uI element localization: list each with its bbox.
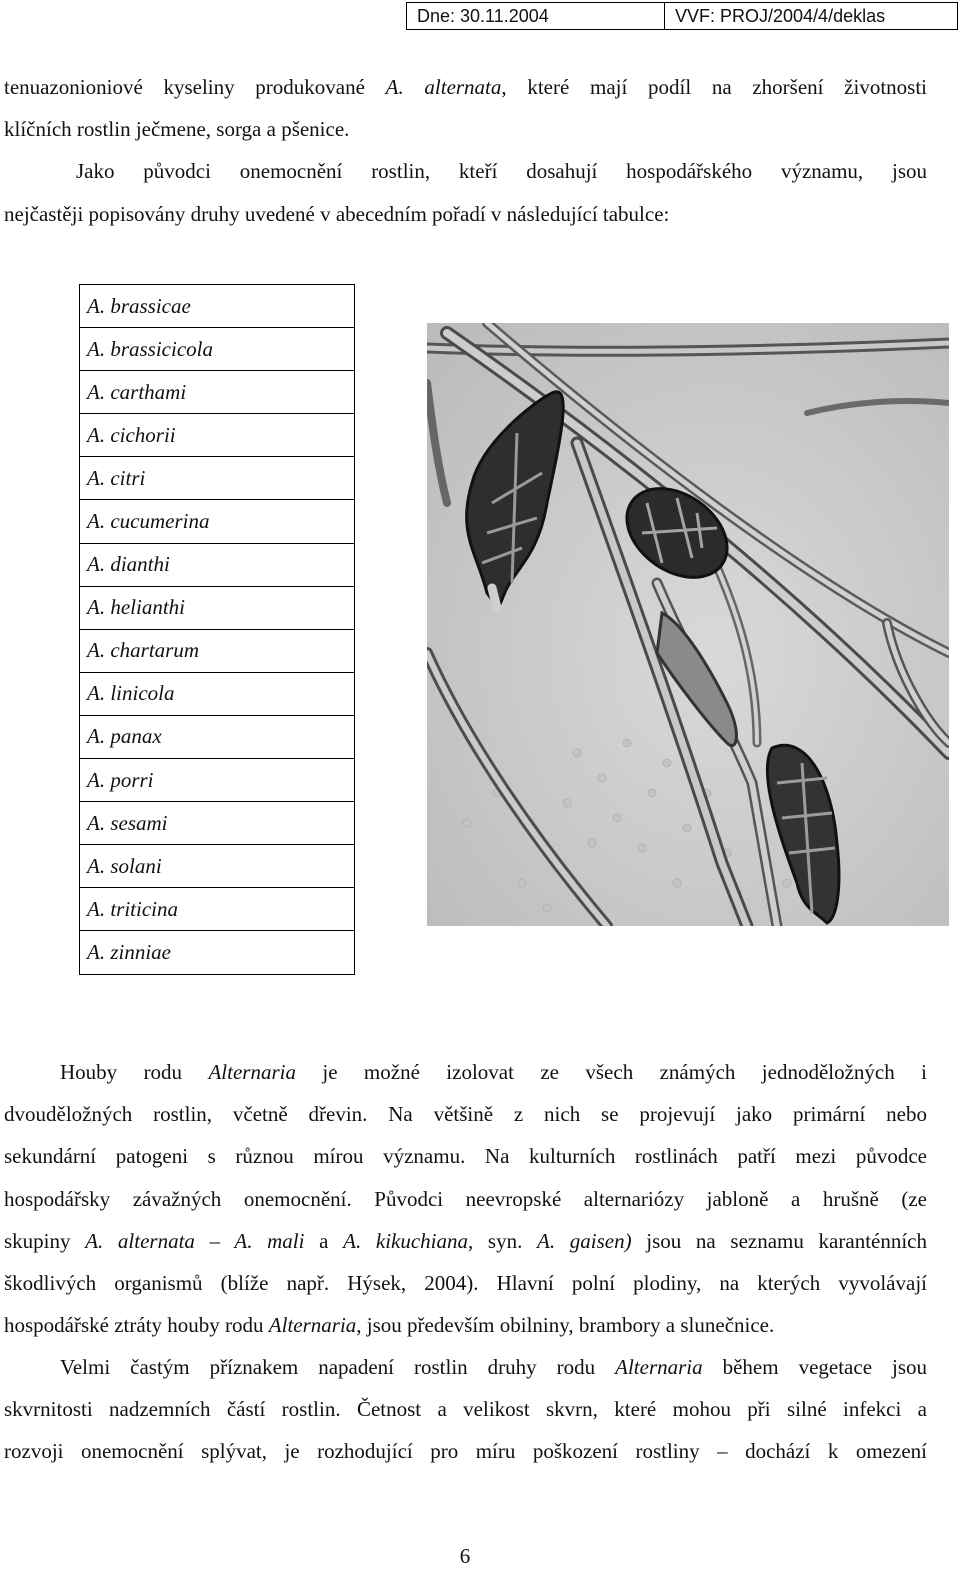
paragraph-line: sekundární patogeni s různou mírou významu. Na kulturních rostlinách patří mezi původce [4, 1144, 927, 1169]
species-cell: A. zinniae [80, 931, 355, 974]
micrograph-image [427, 323, 949, 926]
header-reference: VVF: PROJ/2004/4/deklas [675, 5, 886, 26]
species-cell: A. linicola [80, 672, 355, 715]
intro-line: klíčních rostlin ječmene, sorga a pšenice. [4, 117, 350, 142]
paragraph-line: skupiny A. alternata – A. mali a A. kikuchiana, syn. A. gaisen) jsou na seznamu karanténních [4, 1228, 927, 1253]
paragraph-line: dvouděložných rostlin, včetně dřevin. Na většině z nich se projevují jako primární nebo [4, 1102, 927, 1127]
species-cell: A. carthami [80, 371, 355, 414]
table-row [80, 285, 355, 328]
table-row [80, 500, 355, 543]
table-row [80, 629, 355, 672]
paragraph-line: škodlivých organismů (blíže např. Hýsek, 2004). Hlavní polní plodiny, na kterých vyvolávají [4, 1271, 927, 1296]
document-header [406, 2, 958, 30]
body-paragraph [4, 1346, 927, 1473]
intro-paragraph [4, 66, 927, 235]
table-row [80, 672, 355, 715]
table-row [80, 328, 355, 371]
body-paragraph [4, 1051, 927, 1346]
table-row [80, 414, 355, 457]
species-cell: A. sesami [80, 802, 355, 845]
species-cell: A. chartarum [80, 629, 355, 672]
paragraph-line: hospodářské ztráty houby rodu Alternaria, jsou především obilniny, brambory a slunečnice. [4, 1313, 775, 1338]
species-cell: A. brassicae [80, 285, 355, 328]
species-cell: A. cichorii [80, 414, 355, 457]
intro-line: nejčastěji popisovány druhy uvedené v abecedním pořadí v následující tabulce: [4, 201, 670, 226]
species-cell: A. panax [80, 715, 355, 758]
paragraph-line: hospodářsky závažných onemocnění. Původci neevropské alternariózy jabloně a hrušně (ze [4, 1186, 927, 1211]
table-row [80, 457, 355, 500]
species-cell: A. citri [80, 457, 355, 500]
paragraph-line: Houby rodu Alternaria je možné izolovat ze všech známých jednoděložných i [60, 1060, 927, 1084]
table-row [80, 543, 355, 586]
paragraph-line: rozvoji onemocnění splývat, je rozhodující pro míru poškození rostliny – dochází k omezení [4, 1439, 927, 1464]
species-cell: A. cucumerina [80, 500, 355, 543]
species-cell: A. dianthi [80, 543, 355, 586]
species-table [79, 284, 355, 975]
table-row [80, 802, 355, 845]
table-row [80, 715, 355, 758]
intro-line: tenuazonioniové kyseliny produkované A. alternata, které mají podíl na zhoršení životnosti [4, 75, 927, 99]
species-cell: A. helianthi [80, 586, 355, 629]
species-cell: A. brassicicola [80, 328, 355, 371]
species-cell: A. solani [80, 845, 355, 888]
table-row [80, 845, 355, 888]
paragraph-line: skvrnitosti nadzemních částí rostlin. Četnost a velikost skvrn, které mohou při silné infekci a [4, 1397, 927, 1422]
species-cell: A. triticina [80, 888, 355, 931]
paragraph-line: Velmi častým příznakem napadení rostlin druhy rodu Alternaria během vegetace jsou [60, 1355, 927, 1379]
table-row [80, 586, 355, 629]
table-row [80, 759, 355, 802]
table-row [80, 371, 355, 414]
species-cell: A. porri [80, 759, 355, 802]
intro-line: Jako původci onemocnění rostlin, kteří dosahují hospodářského významu, jsou [76, 159, 927, 184]
header-date: Dne: 30.11.2004 [407, 3, 665, 29]
table-row [80, 888, 355, 931]
page-number: 6 [459, 1544, 471, 1568]
table-row [80, 931, 355, 974]
